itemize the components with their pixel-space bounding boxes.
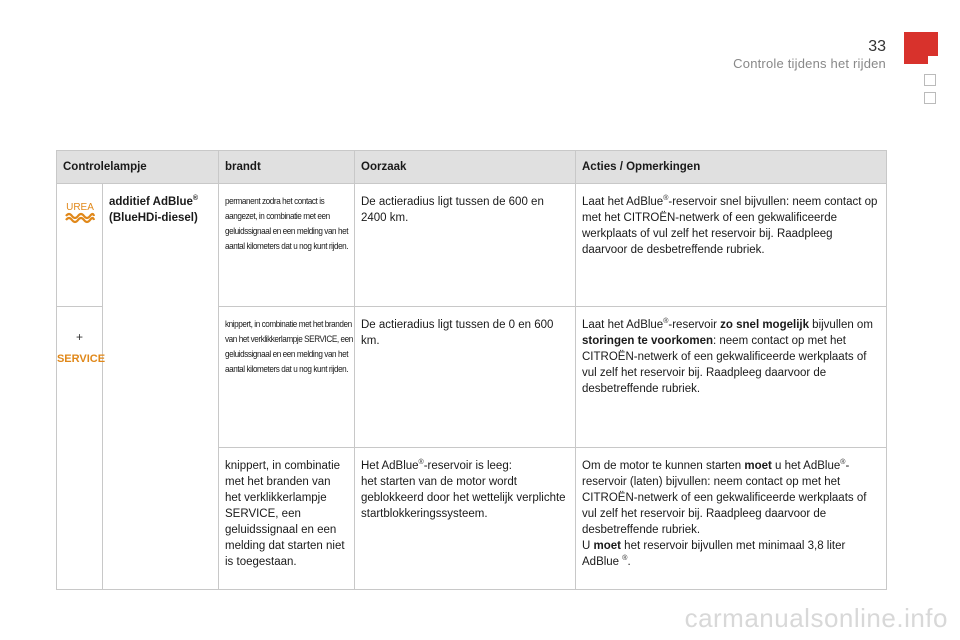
header-oorzaak: Oorzaak — [355, 151, 576, 184]
oorzaak-cell: De actieradius ligt tussen de 600 en 2400 km. — [355, 184, 576, 307]
oorzaak-cell: De actieradius ligt tussen de 0 en 600 km. — [355, 307, 576, 448]
watermark: carmanualsonline.info — [684, 603, 948, 633]
brandt-cell: knippert, in combinatie met het branden van het verklikkerlampje SERVICE, een geluidssignaal en een melding dat starten niet is toegestaan. — [219, 448, 355, 590]
header-controlelampje: Controlelampje — [57, 151, 219, 184]
table-row — [57, 184, 887, 307]
page-number: 33 — [868, 38, 886, 55]
chapter-tab-square — [928, 56, 938, 66]
acties-cell: Laat het AdBlue®-reservoir snel bijvullen: neem contact op met het CITROËN-netwerk of een gekwalificeerde werkplaats of vul zelf het reservoir bij. Raadpleeg daarvoor de desbetreffende rubriek. — [576, 184, 887, 307]
chapter-outline-square — [924, 74, 936, 86]
chapter-tab-marker — [904, 32, 938, 64]
plus-sign: + — [75, 330, 83, 344]
service-icon-label: SERVICE — [56, 353, 106, 365]
brandt-cell: permanent zodra het contact is aangezet, in combinatie met een geluidssignaal en een melding van het aantal kilometers dat u nog kunt rijden. — [219, 184, 355, 307]
brandt-cell: knippert, in combinatie met het branden van het verklikkerlampje SERVICE, een geluidssignaal en een melding van het aantal kilometers dat u nog kunt rijden. — [219, 307, 355, 448]
chapter-outline-square — [924, 92, 936, 104]
icon-cell — [57, 184, 103, 307]
urea-warning-icon — [64, 200, 96, 222]
service-warning-icon — [56, 351, 106, 365]
header-acties: Acties / Opmerkingen — [576, 151, 887, 184]
section-title: Controle tijdens het rijden — [733, 56, 886, 71]
table-header-row — [57, 151, 887, 184]
acties-cell: Om de motor te kunnen starten moet u het AdBlue®-reservoir (laten) bijvullen: neem contact op met het CITROËN-netwerk of een gekwalificeerde werkplaats of vul zelf het reservoir bij. Raadpleeg daarvoor de desbetreffende rubriek. U moet het reservoir bijvullen met minimaal 3,8 liter AdBlue ®. — [576, 448, 887, 590]
acties-cell: Laat het AdBlue®-reservoir zo snel mogelijk bijvullen om storingen te voorkomen: neem contact op met het CITROËN-netwerk of een gekwalificeerde werkplaats of vul zelf het reservoir bij. Raadpleeg daarvoor de desbetreffende rubriek. — [576, 307, 887, 448]
item-name: additief AdBlue® (BlueHDi-diesel) — [103, 184, 219, 590]
warning-lamp-table — [56, 150, 887, 590]
header-brandt: brandt — [219, 151, 355, 184]
oorzaak-cell: Het AdBlue®-reservoir is leeg: het starten van de motor wordt geblokkeerd door het wettelijk verplichte startblokkeringssysteem. — [355, 448, 576, 590]
icon-cell — [56, 307, 106, 590]
urea-icon-label: UREA — [65, 202, 94, 213]
